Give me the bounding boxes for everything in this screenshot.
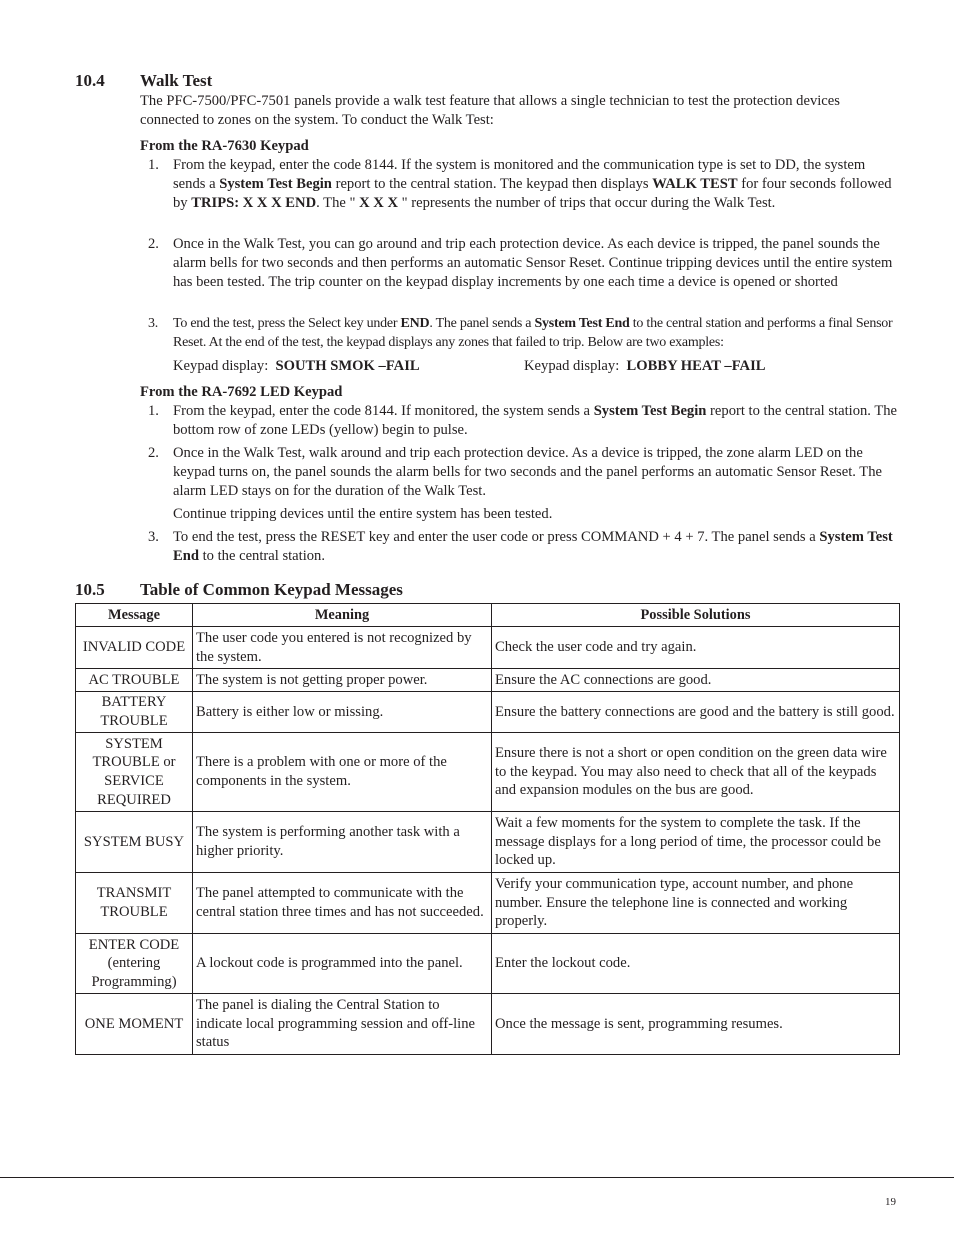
meaning-cell: There is a problem with one or more of the components in the system. [193, 733, 492, 812]
step-number: 2. [148, 445, 159, 461]
column-header-meaning: Meaning [193, 604, 492, 627]
message-cell: SYSTEM BUSY [76, 812, 193, 873]
section-title: Walk Test [140, 71, 213, 90]
step-bold: WALK TEST [652, 175, 738, 192]
ra7630-step-2 [148, 235, 898, 291]
solution-cell: Once the message is sent, programming resumes. [492, 994, 900, 1055]
step-bold: System Test Begin [593, 403, 707, 419]
step-text: From the keypad, enter the code 8144. If the system is monitored and the communication type is set to DD, the system sends a [173, 157, 866, 192]
footer-divider [0, 1177, 954, 1178]
message-cell: AC TROUBLE [76, 669, 193, 692]
solution-cell: Verify your communication type, account number, and phone number. Ensure the telephone line is connected and working properly. [492, 873, 900, 934]
column-header-solutions: Possible Solutions [492, 604, 900, 627]
meaning-cell: Battery is either low or missing. [193, 692, 492, 733]
solution-cell: Ensure there is not a short or open condition on the green data wire to the keypad. You may also need to check that all of the keypads and expansion modules on the bus are good. [492, 733, 900, 812]
step-text: From the keypad, enter the code 8144. If monitored, the system sends a [173, 403, 594, 419]
step-bold: System Test Begin [219, 175, 332, 192]
message-cell: BATTERY TROUBLE [76, 692, 193, 733]
table-row [76, 627, 900, 669]
step-number: 3. [148, 316, 158, 331]
keypad-display-label: Keypad display: [524, 358, 627, 374]
ra7692-note: Continue tripping devices until the entire system has been tested. [173, 506, 553, 522]
step-text: report to the central station. The bottom row of zone LEDs (yellow) begin to pulse. [173, 403, 898, 438]
keypad-messages-table [75, 603, 900, 1055]
meaning-cell: The panel is dialing the Central Station to indicate local programming session and off-line status [193, 994, 492, 1055]
step-text: Once in the Walk Test, you can go around and trip each protection device. As each device is tripped, the panel sounds the alarm bells for two seconds and then performs an automatic Sensor Reset. Continue tripping devices until the entire system has been tested. The trip counter on the keypad display increments by one each time a device is opened or shorted [173, 236, 893, 290]
step-bold: END [400, 316, 430, 331]
meaning-cell: The panel attempted to communicate with the central station three times and has not succeeded. [193, 873, 492, 934]
ra7692-step-3 [148, 528, 898, 566]
step-text: " represents the number of trips that occur during the Walk Test. [398, 194, 776, 211]
section-title: Table of Common Keypad Messages [140, 580, 403, 599]
keypad-example-2 [524, 357, 766, 375]
step-text: . The panel sends a [429, 316, 535, 331]
section-number: 10.4 [75, 71, 105, 90]
message-cell: SYSTEM TROUBLE or SERVICE REQUIRED [76, 733, 193, 812]
message-cell: TRANSMIT TROUBLE [76, 873, 193, 934]
solution-cell: Check the user code and try again. [492, 627, 900, 669]
step-text: to the central station and performs a final Sensor Reset. At the end of the test, the keypad displays any zones that failed to trip. Below are two examples: [173, 316, 893, 350]
section-10-5-heading [75, 580, 403, 600]
step-number: 2. [148, 236, 159, 252]
message-cell: INVALID CODE [76, 627, 193, 669]
solution-cell: Wait a few moments for the system to complete the task. If the message displays for a long period of time, the processor could be locked up. [492, 812, 900, 873]
step-text: To end the test, press the RESET key and enter the user code or press COMMAND + 4 + 7. The panel sends a [173, 529, 820, 545]
meaning-cell: The system is not getting proper power. [193, 669, 492, 692]
meaning-cell: The user code you entered is not recognized by the system. [193, 627, 492, 669]
page-number: 19 [885, 1196, 896, 1208]
keypad-example-1 [173, 357, 420, 375]
section-number: 10.5 [75, 580, 105, 599]
step-bold: TRIPS: X X X END [191, 194, 317, 211]
keypad-display-label: Keypad display: [173, 358, 276, 374]
ra7692-step-1 [148, 402, 898, 440]
ra7692-step-2 [148, 444, 898, 500]
table-row [76, 692, 900, 733]
step-number: 1. [148, 403, 159, 419]
ra7692-subheading: From the RA-7692 LED Keypad [140, 384, 343, 400]
keypad-display-value: LOBBY HEAT –FAIL [626, 358, 766, 374]
table-row [76, 669, 900, 692]
step-text: to the central station. [198, 547, 326, 564]
step-text: Once in the Walk Test, walk around and trip each protection device. As a device is tripped, the zone alarm LED on the keypad turns on, the panel sounds the alarm bells for two seconds and the panel performs an automatic Sensor Reset. The alarm LED stays on for the duration of the Walk Test. [173, 445, 882, 499]
solution-cell: Ensure the battery connections are good and the battery is still good. [492, 692, 900, 733]
ra7630-subheading: From the RA-7630 Keypad [140, 138, 309, 154]
table-row [76, 812, 900, 873]
step-bold: System Test End [173, 529, 893, 564]
step-bold: X X X [359, 194, 399, 211]
table-row [76, 873, 900, 934]
keypad-display-value: SOUTH SMOK –FAIL [275, 358, 420, 374]
meaning-cell: The system is performing another task with a higher priority. [193, 812, 492, 873]
solution-cell: Ensure the AC connections are good. [492, 669, 900, 692]
ra7630-step-1 [148, 156, 898, 212]
step-number: 3. [148, 529, 159, 545]
table-row [76, 994, 900, 1055]
meaning-cell: A lockout code is programmed into the panel. [193, 934, 492, 994]
table-header-row [76, 604, 900, 627]
solution-cell: Enter the lockout code. [492, 934, 900, 994]
message-cell: ONE MOMENT [76, 994, 193, 1055]
step-bold: System Test End [534, 316, 630, 331]
step-text: To end the test, press the Select key under [173, 316, 401, 331]
step-text: for four seconds followed by [173, 175, 892, 211]
table-row [76, 733, 900, 812]
section-10-4-heading [75, 71, 213, 91]
step-number: 1. [148, 157, 159, 173]
table-row [76, 934, 900, 994]
ra7630-step-3 [148, 315, 901, 352]
walk-test-intro: The PFC-7500/PFC-7501 panels provide a walk test feature that allows a single technician to test the protection devices connected to zones on the system. To conduct the Walk Test: [140, 93, 840, 128]
step-text: . The " [316, 194, 360, 211]
column-header-message: Message [76, 604, 193, 627]
message-cell: ENTER CODE (entering Programming) [76, 934, 193, 994]
step-text: report to the central station. The keypad then displays [331, 175, 653, 192]
